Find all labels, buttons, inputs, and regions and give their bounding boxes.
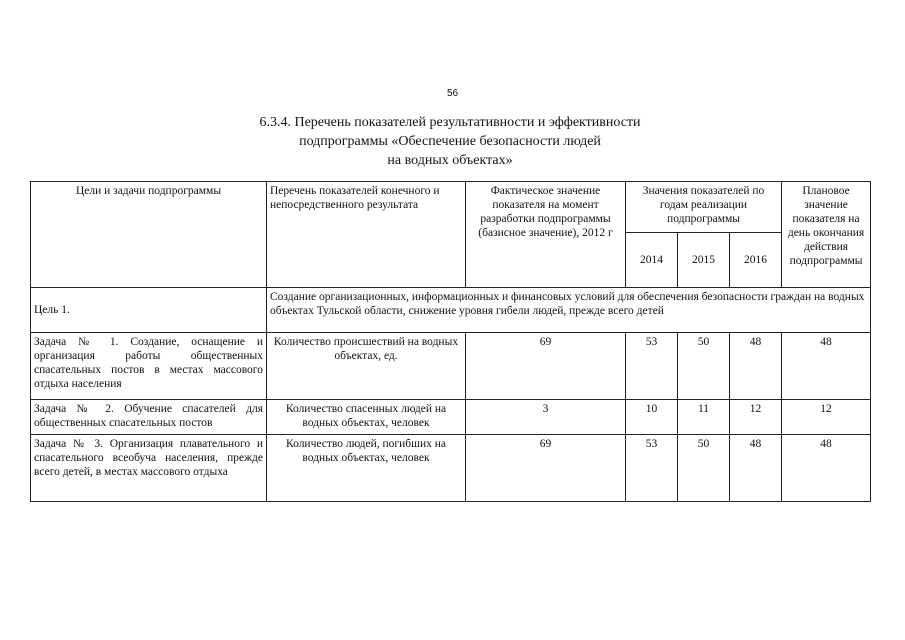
header-goals: Цели и задачи подпрограммы: [31, 182, 267, 288]
value-2015: 11: [678, 400, 730, 435]
indicator-cell: Количество происшествий на водных объектах, ед.: [267, 333, 466, 400]
planned-value: 48: [782, 333, 871, 400]
header-year-2016: 2016: [730, 233, 782, 288]
value-2016: 48: [730, 333, 782, 400]
task-cell: Задача № 1. Создание, оснащение и организация работы общественных спасательных постов в местах массового отдыха населения: [31, 333, 267, 400]
indicator-cell: Количество спасенных людей на водных объектах, человек: [267, 400, 466, 435]
value-2014: 53: [626, 435, 678, 502]
value-2014: 53: [626, 333, 678, 400]
table-row: [31, 435, 871, 502]
value-2016: 48: [730, 435, 782, 502]
header-indicators: Перечень показателей конечного и непосредственного результата: [267, 182, 466, 288]
page-number: 56: [446, 88, 459, 99]
document-title: [150, 113, 750, 170]
title-line-1: 6.3.4. Перечень показателей результативности и эффективности: [259, 115, 641, 130]
planned-value: 48: [782, 435, 871, 502]
task-cell: Задача № 3. Организация плавательного и спасательного всеобуча населения, прежде всего детей, в местах массового отдыха: [31, 435, 267, 502]
table-row: [31, 333, 871, 400]
table-header-row: [31, 182, 871, 233]
title-line-2: подпрограммы «Обеспечение безопасности людей: [299, 134, 601, 149]
actual-value: 3: [466, 400, 626, 435]
header-actual: Фактическое значение показателя на момент разработки подпрограммы (базисное значение), 2012 г: [466, 182, 626, 288]
header-year-2014: 2014: [626, 233, 678, 288]
header-planned: Плановое значение показателя на день окончания действия подпрограммы: [782, 182, 871, 288]
value-2016: 12: [730, 400, 782, 435]
goal-label: Цель 1.: [31, 288, 267, 333]
header-year-2015: 2015: [678, 233, 730, 288]
indicators-table: [30, 181, 871, 502]
goal-text: Создание организационных, информационных и финансовых условий для обеспечения безопасности граждан на водных объектах Тульской области, снижение уровня гибели людей, прежде всего детей: [267, 288, 871, 333]
value-2015: 50: [678, 435, 730, 502]
actual-value: 69: [466, 435, 626, 502]
actual-value: 69: [466, 333, 626, 400]
header-years-group: Значения показателей по годам реализации подпрограммы: [626, 182, 782, 233]
planned-value: 12: [782, 400, 871, 435]
value-2014: 10: [626, 400, 678, 435]
title-line-3: на водных объектах»: [387, 153, 513, 168]
task-cell: Задача № 2. Обучение спасателей для общественных спасательных постов: [31, 400, 267, 435]
table-row: [31, 400, 871, 435]
value-2015: 50: [678, 333, 730, 400]
indicator-cell: Количество людей, погибших на водных объектах, человек: [267, 435, 466, 502]
goal-row: [31, 288, 871, 333]
